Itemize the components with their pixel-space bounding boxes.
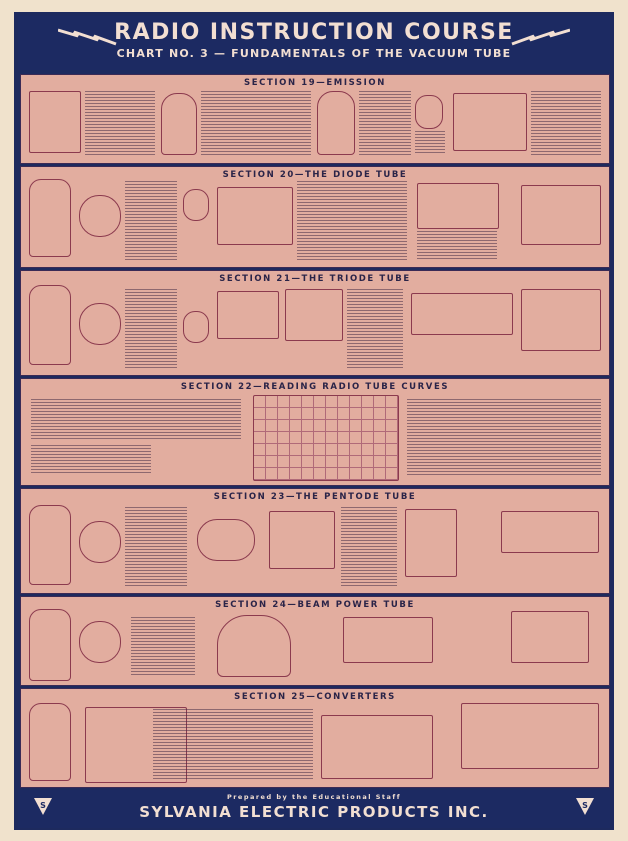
section-title: SECTION 22—READING RADIO TUBE CURVES [180,382,450,392]
text-block [359,91,411,157]
text-block [417,231,497,259]
text-block [31,445,151,475]
company-name: SYLVANIA ELECTRIC PRODUCTS INC. [139,803,489,821]
triode-graph [285,289,343,341]
text-block [125,181,177,261]
text-block [125,507,187,587]
section-title: SECTION 23—THE PENTODE TUBE [213,492,417,502]
triode-circuit [217,291,279,339]
text-block [31,399,241,439]
socket-figure [79,303,121,345]
portrait-figure [183,311,209,343]
section-title: SECTION 24—BEAM POWER TUBE [215,600,415,610]
section-title: SECTION 21—THE TRIODE TUBE [219,274,411,284]
converter-circuit [321,715,433,779]
plate-curves-graph [253,395,399,481]
svg-text:S: S [40,801,46,810]
portrait-figure [183,189,209,221]
tube-figure [29,609,71,681]
text-block [531,91,601,157]
poster-header [18,16,610,70]
lightning-bolt-icon [510,26,570,46]
tube-figure [29,703,71,781]
section-triode [20,270,610,376]
socket-figure [79,195,121,237]
tube-figure [29,179,71,257]
tube-figure [317,91,355,155]
tube-figure [29,285,71,365]
text-block [415,131,445,155]
output-circuit [511,611,589,663]
poster-footer [18,790,610,828]
poster-subtitle: CHART NO. 3 — FUNDAMENTALS OF THE VACUUM TUBE [116,47,512,60]
portrait-figure [415,95,443,129]
poster-title: RADIO INSTRUCTION COURSE [114,20,514,45]
text-block [347,289,403,369]
text-block [341,507,397,587]
section-emission [20,74,610,164]
beam-tube-figure [217,615,291,677]
pentode-graph [269,511,335,569]
amplifier-circuit [501,511,599,553]
section-title: SECTION 20—THE DIODE TUBE [222,170,408,180]
prepared-by-text: Prepared by the Educational Staff [226,793,402,801]
diode-graph [417,183,499,229]
curve-graph [405,509,457,577]
text-block [125,289,177,369]
rectifier-circuit [521,185,601,245]
section-tube-curves [20,378,610,486]
text-block [131,617,195,677]
section-pentode [20,488,610,594]
socket-figure [79,521,121,563]
text-block [85,91,155,157]
poster [14,12,614,830]
section-title: SECTION 25—CONVERTERS [234,692,396,702]
text-block [153,709,313,779]
tube-figure [29,505,71,585]
kettle-figure [29,91,81,153]
text-block [297,181,407,261]
tube-figure [161,93,197,155]
section-converters [20,688,610,788]
sylvania-logo-icon [574,795,596,817]
converter-circuit [461,703,599,769]
beam-power-graph [343,617,433,663]
socket-figure [79,621,121,663]
emission-graph [453,93,527,151]
section-title: SECTION 19—EMISSION [244,78,386,88]
text-block [201,91,311,157]
amplifier-circuit [411,293,513,335]
pentode-figure [197,519,255,561]
diode-circuit [217,187,293,245]
text-block [407,399,601,475]
regeneration-circuit [521,289,601,351]
section-diode [20,166,610,268]
svg-text:S: S [582,801,588,810]
section-beam-power [20,596,610,686]
